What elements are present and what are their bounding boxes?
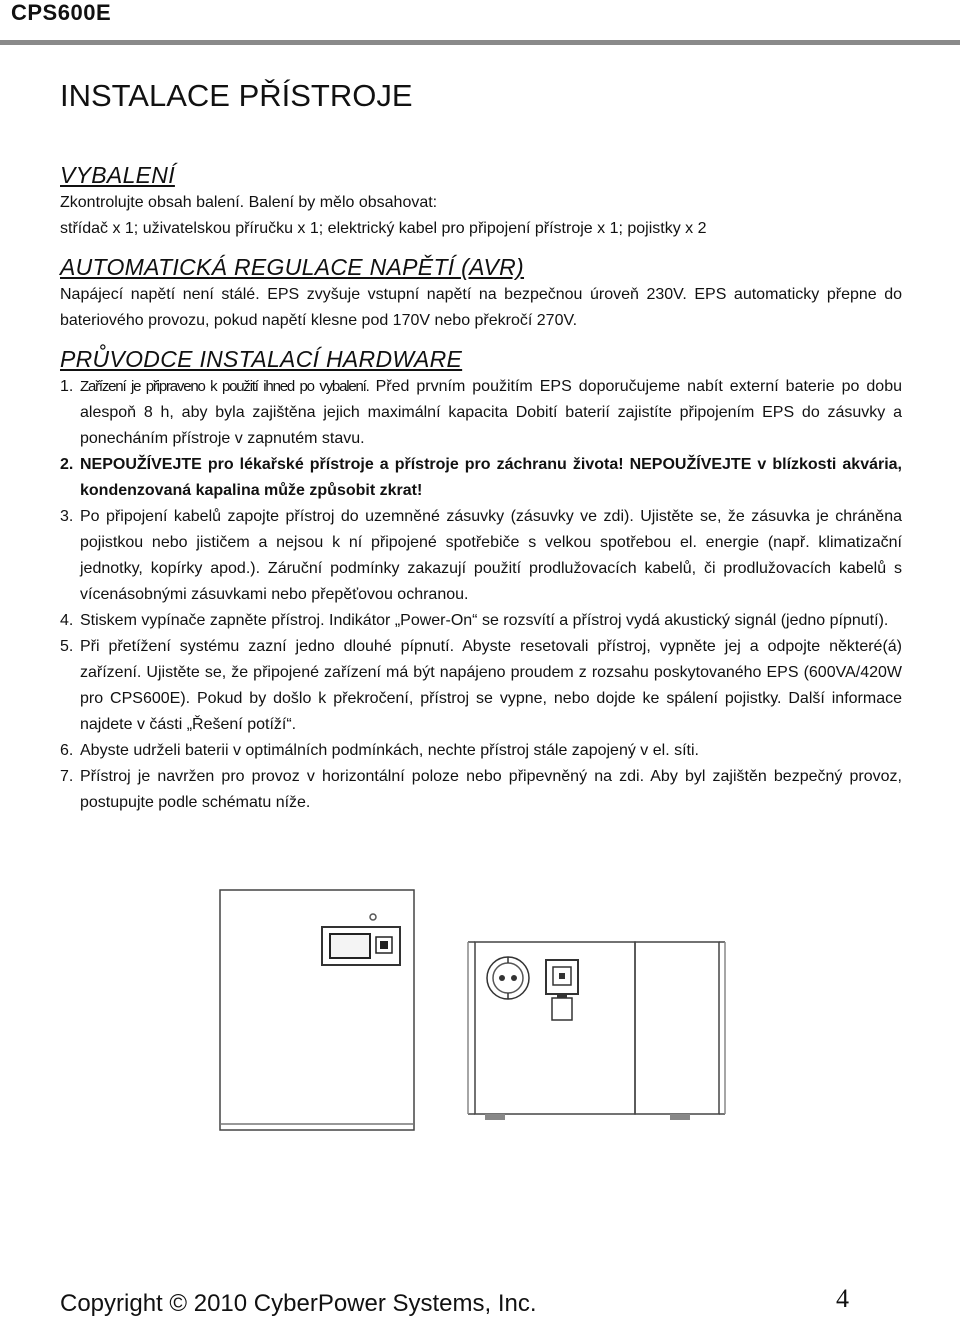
step-number: 3. (60, 508, 74, 525)
step-3 (60, 504, 902, 608)
step-text: Před prvním použitím EPS doporučujeme nabít externí baterie po dobu alespoň 8 h, aby byla zajištěna jejich maximální kapacita Dobití baterií zajistíte připojením EPS do zásuvky a ponecháním přístroje v zapnutém stavu. (80, 378, 903, 447)
step-text: NEPOUŽÍVEJTE pro lékařské přístroje a přístroje pro záchranu života! NEPOUŽÍVEJTE v blízkosti akvária, kondenzovaná kapalina může způsobit zkrat! (80, 456, 902, 499)
back-view (468, 942, 725, 1120)
step-lead: Zařízení je připraveno k použití ihned po vybalení. (80, 378, 369, 395)
step-1 (60, 374, 902, 452)
step-text: Po připojení kabelů zapojte přístroj do uzemněné zásuvky (zásuvky ve zdi). Ujistěte se, že zásuvka je chráněna pojistkou nebo jističem a nejsou k ní připojené spotřebiče s velkou spotřebou el. energie (např. klimatizační jednotky, kopírky apod.). Záruční podmínky zakazují použití prodlužovacích kabelů, či prodlužovacích kabelů s vícenásobnými zásuvkami nebo přepěťovou ochranou. (80, 508, 902, 603)
device-diagram (210, 886, 730, 1136)
page-header (0, 0, 960, 45)
page-number: 4 (836, 1284, 849, 1313)
avr-text: Napájecí napětí není stálé. EPS zvyšuje vstupní napětí na bezpečnou úroveň 230V. EPS automaticky přepne do bateriového provozu, pokud napětí klesne pod 170V nebo překročí 270V. (60, 286, 902, 329)
model-name: CPS600E (11, 0, 112, 25)
main-content (60, 160, 902, 816)
footer-copyright: Copyright © 2010 CyberPower Systems, Inc. (60, 1290, 537, 1317)
unpacking-line-1: Zkontrolujte obsah balení. Balení by mělo obsahovat: (60, 194, 438, 211)
step-text: Při přetížení systému zazní jedno dlouhé pípnutí. Abyste resetovali přístroj, vypněte jej a odpojte některé(á) zařízení. Ujistěte se, že připojené zařízení má být napájeno proudem z rozsahu poskytovaného EPS (600VA/420W pro CPS600E). Pokud by došlo k překročení, přístroj se vypne, nebo dojde ke spálení pojistky. Další informace najdete v části „Řešení potíží“. (80, 638, 902, 733)
guide-heading: PRŮVODCE INSTALACÍ HARDWARE (60, 346, 463, 372)
step-7 (60, 764, 902, 816)
step-2 (60, 452, 902, 504)
step-number: 7. (60, 768, 74, 785)
step-4 (60, 608, 902, 634)
step-number: 5. (60, 638, 74, 655)
avr-heading: AUTOMATICKÁ REGULACE NAPĚTÍ (AVR) (60, 254, 525, 280)
step-number: 4. (60, 612, 74, 629)
page-title: INSTALACE PŘÍSTROJE (60, 78, 413, 113)
unpacking-heading: VYBALENÍ (60, 162, 175, 188)
step-5 (60, 634, 902, 738)
step-6 (60, 738, 902, 764)
step-text: Stiskem vypínače zapněte přístroj. Indikátor „Power-On“ se rozsvítí a přístroj vydá akustický signál (jedno pípnutí). (80, 612, 889, 629)
unpacking-line-2: střídač x 1; uživatelskou příručku x 1; elektrický kabel pro připojení přístroje x 1; pojistky x 2 (60, 220, 707, 237)
step-text: Abyste udrželi baterii v optimálních podmínkách, nechte přístroj stále zapojený v el. síti. (80, 742, 699, 759)
step-number: 2. (60, 456, 74, 473)
front-view (220, 890, 414, 1130)
step-number: 1. (60, 378, 74, 395)
install-steps (60, 374, 902, 816)
step-number: 6. (60, 742, 74, 759)
step-text: Přístroj je navržen pro provoz v horizontální poloze nebo připevněný na zdi. Aby byl zajištěn bezpečný provoz, postupujte podle schématu níže. (80, 768, 902, 811)
